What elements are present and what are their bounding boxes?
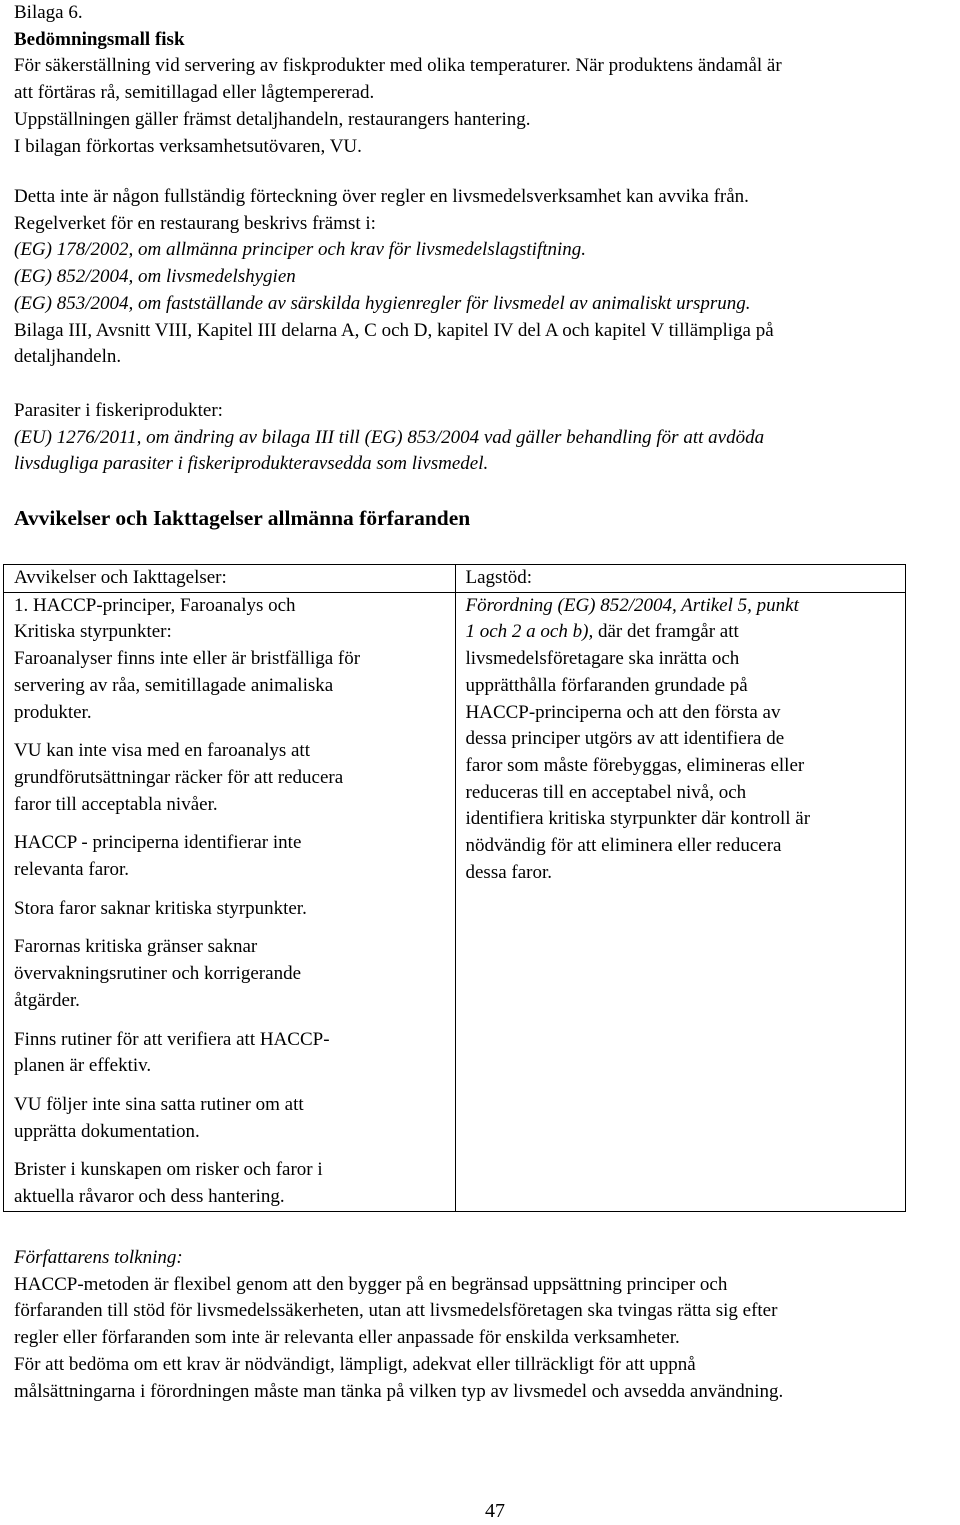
observation-line: Stora faror saknar kritiska styrpunkter. (14, 897, 307, 919)
annex-line: detaljhandeln. (14, 346, 122, 368)
regulations-intro: Regelverket för en restaurang beskrivs främst i: (14, 212, 376, 234)
legal-text-line: HACCP-principerna och att den första av (465, 701, 781, 723)
item-title-line: 1. HACCP-principer, Faroanalys och (14, 594, 296, 616)
legal-text-line: reduceras till en acceptabel nivå, och (465, 781, 747, 803)
observation-line: Farornas kritiska gränser saknar (14, 936, 258, 958)
observation-line: aktuella råvaror och dess hantering. (14, 1186, 285, 1208)
regulation-eg852: (EG) 852/2004, om livsmedelshygien (14, 266, 296, 288)
interpretation-line: regler eller förfaranden som inte är relevanta eller anpassade för enskilda verksamheter. (14, 1327, 680, 1349)
parasites-label: Parasiter i fiskeriprodukter: (14, 400, 223, 421)
table-header-row (4, 565, 906, 593)
regulation-eg853: (EG) 853/2004, om fastställande av särskilda hygienregler för livsmedel av animaliskt ursprung. (14, 292, 751, 314)
appendix-label: Bilaga 6. (14, 2, 83, 23)
column-header-observations: Avvikelser och Iakttagelser: (4, 565, 456, 593)
section-heading: Avvikelser och Iakttagelser allmänna förfaranden (14, 506, 471, 530)
parasites-section (14, 398, 956, 478)
observation-line: upprätta dokumentation. (14, 1120, 200, 1142)
legal-text-line: dessa faror. (465, 861, 553, 883)
annex-line: Bilaga III, Avsnitt VIII, Kapitel III delarna A, C och D, kapitel IV del A och kapitel V tillämpliga på (14, 319, 774, 341)
legal-basis-cell (455, 592, 906, 1211)
interpretation-label: Författarens tolkning: (14, 1247, 183, 1268)
interpretation-line: målsättningarna i förordningen måste man tänka på vilken typ av livsmedel och avsedda användning. (14, 1380, 784, 1402)
legal-text-fragment: där det framgår att (593, 621, 739, 643)
disclaimer-text: Detta inte är någon fullständig förteckning över regler en livsmedelsverksamhet kan avvika från. (14, 186, 749, 207)
legal-text-line: livsmedelsföretagare ska inrätta och (465, 648, 740, 670)
parasites-regulation-line: (EU) 1276/2011, om ändring av bilaga III till (EG) 853/2004 vad gäller behandling för att avdöda (14, 426, 765, 448)
interpretation-line: HACCP-metoden är flexibel genom att den bygger på en begränsad uppsättning principer och (14, 1273, 728, 1295)
observation-line: övervakningsrutiner och korrigerande (14, 963, 302, 985)
document-header (14, 0, 956, 160)
observation-item (14, 1027, 445, 1080)
observation-line: Faroanalyser finns inte eller är bristfälliga för (14, 648, 361, 670)
observation-item (14, 934, 445, 1014)
observation-item (14, 830, 445, 883)
legal-text-line: dessa principer utgörs av att identifiera de (465, 728, 785, 750)
observation-line: Finns rutiner för att verifiera att HACCP- (14, 1028, 330, 1050)
document-title: Bedömningsmall fisk (14, 28, 185, 50)
intro-line: att förtäras rå, semitillagad eller lågtempererad. (14, 82, 375, 104)
interpretation-line: För att bedöma om ett krav är nödvändigt, lämpligt, adekvat eller tillräckligt för att uppnå (14, 1353, 696, 1375)
parasites-regulation-line: livsdugliga parasiter i fiskeriprodukteravsedda som livsmedel. (14, 453, 489, 475)
observation-line: VU följer inte sina satta rutiner om att (14, 1093, 304, 1115)
observation-item (14, 646, 445, 726)
regulations-section (14, 184, 956, 371)
intro-line: Uppställningen gäller främst detaljhandeln, restaurangers hantering. (14, 108, 531, 130)
legal-text-line: faror som måste förebyggas, elimineras eller (465, 754, 805, 776)
observation-item (14, 1092, 445, 1145)
interpretation-line: förfaranden till stöd för livsmedelssäkerheten, utan att livsmedelsföretagen ska tvingas rätta sig efter (14, 1300, 778, 1322)
intro-line: För säkerställning vid servering av fiskprodukter med olika temperaturer. När produktens ändamål är (14, 55, 782, 77)
observation-line: planen är effektiv. (14, 1055, 152, 1077)
assessment-table (3, 564, 906, 1212)
legal-text-line: nödvändig för att eliminera eller reducera (465, 835, 782, 857)
observation-item (14, 896, 445, 923)
observation-line: grundförutsättningar räcker för att reducera (14, 766, 344, 788)
observation-line: åtgärder. (14, 989, 80, 1011)
legal-text-line: identifiera kritiska styrpunkter där kontroll är (465, 808, 811, 830)
regulation-eg178: (EG) 178/2002, om allmänna principer och krav för livsmedelslagstiftning. (14, 239, 587, 261)
interpretation-section (14, 1245, 956, 1405)
column-header-legal-basis: Lagstöd: (455, 565, 906, 593)
observation-line: VU kan inte visa med en faroanalys att (14, 740, 310, 762)
observation-line: relevanta faror. (14, 859, 129, 881)
table-row (4, 592, 906, 1211)
legal-text-line: upprätthålla förfaranden grundade på (465, 674, 748, 696)
legal-reference-line: Förordning (EG) 852/2004, Artikel 5, punkt (465, 594, 799, 616)
page-number: 47 (485, 1500, 505, 1522)
observation-item (14, 1157, 445, 1210)
observation-line: faror till acceptabla nivåer. (14, 793, 218, 815)
observation-line: HACCP - principerna identifierar inte (14, 832, 302, 854)
legal-reference-line (466, 619, 896, 646)
item-title (14, 593, 445, 646)
observation-item (14, 738, 445, 818)
observation-line: Brister i kunskapen om risker och faror i (14, 1159, 323, 1181)
observation-line: produkter. (14, 701, 92, 723)
observation-line: servering av råa, semitillagade animaliska (14, 674, 334, 696)
observations-cell (4, 592, 456, 1211)
legal-reference-points: 1 och 2 a och b), (465, 621, 594, 643)
item-title-line: Kritiska styrpunkter: (14, 621, 172, 643)
intro-line: I bilagan förkortas verksamhetsutövaren, VU. (14, 135, 362, 157)
